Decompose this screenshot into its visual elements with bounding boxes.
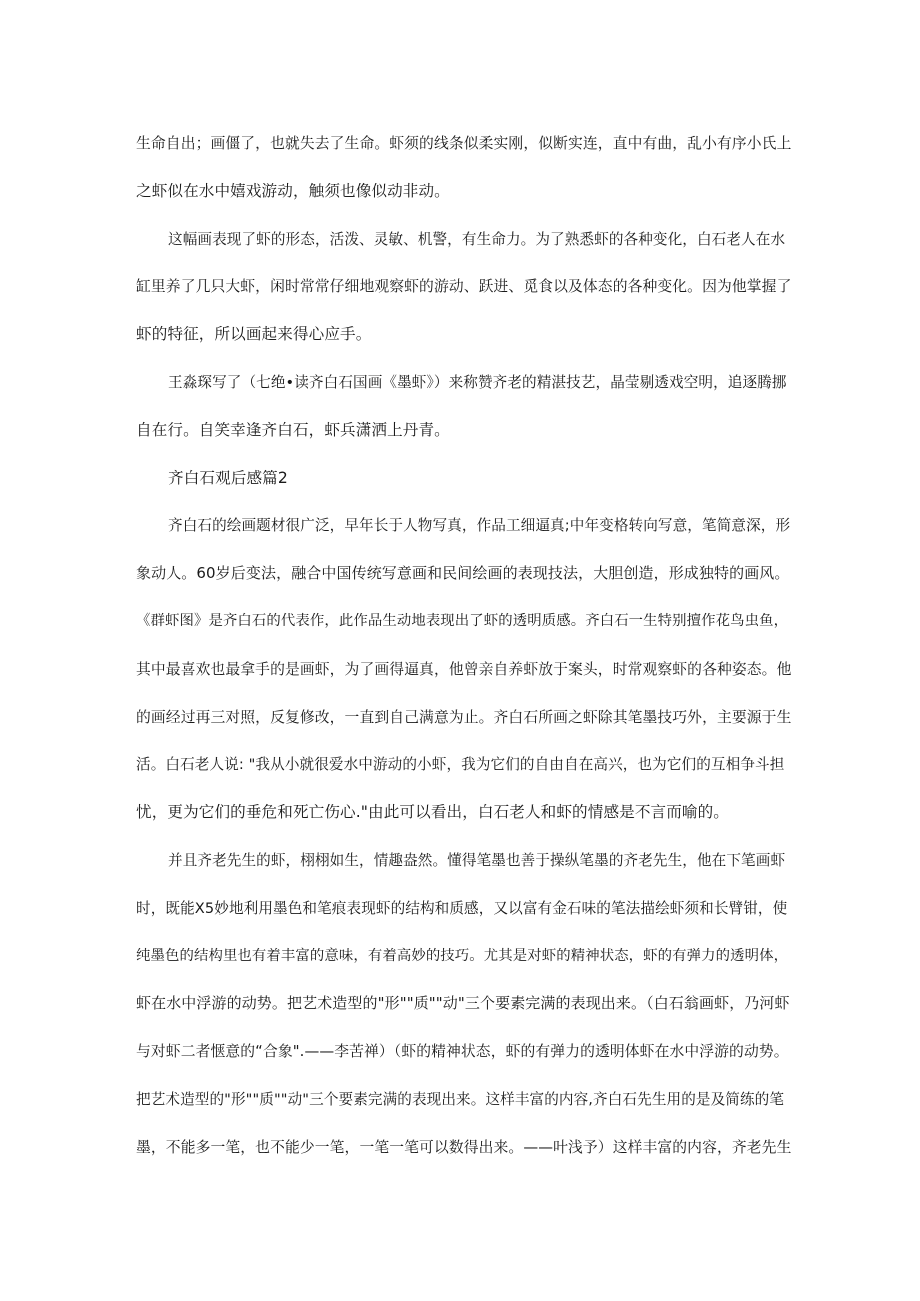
paragraph-start-line: 并且齐老先生的虾，栩栩如生，情趣盎然。懂得笔墨也善于操纵笔墨的齐老先生，他在下笔画虾 <box>168 851 786 869</box>
paragraph-start-line: 齐白石的绘画题材很广泛，早年长于人物写真，作品工细逼真;中年变格转向写意，笔简意深，形 <box>168 517 791 535</box>
text-line: 象动人。60岁后变法，融合中国传统写意画和民间绘画的表现技法，大胆创造，形成独特的画风。 <box>136 564 790 583</box>
text-line: 墨，不能多一笔，也不能少一笔，一笔一笔可以数得出来。——叶浅予）这样丰富的内容，齐老先生 <box>136 1138 792 1156</box>
text-line: 把艺术造型的"形""质""动"三个要素完满的表现出来。这样丰富的内容,齐白石先生用的是及简练的笔 <box>136 1090 785 1108</box>
text-line: 《群虾图》是齐白石的代表作，此作品生动地表现出了虾的透明质感。齐白石一生特别擅作花鸟虫鱼， <box>136 612 789 629</box>
text-line: 纯墨色的结构里也有着丰富的意味，有着高妙的技巧。尤其是对虾的精神状态，虾的有弹力的透明体， <box>136 947 789 964</box>
text-line: 缸里养了几只大虾，闲时常常仔细地观察虾的游动、跃进、觅食以及体态的各种变化。因为他掌握了 <box>136 278 792 296</box>
text-line: 活。白石老人说: "我从小就很爱水中游动的小虾，我为它们的自由自在高兴，也为它们的互相争斗担 <box>136 756 785 774</box>
text-line: 与对虾二者惬意的“合象".——李苦禅）（虾的精神状态，虾的有弹力的透明体虾在水中浮游的动势。 <box>136 1043 789 1061</box>
text-line: 的画经过再三对照，反复修改，一直到自己满意为止。齐白石所画之虾除其笔墨技巧外，主要源于生 <box>136 708 792 726</box>
text-line: 忧，更为它们的垂危和死亡伤心."由此可以看出，白石老人和虾的情感是不言而喻的。 <box>136 803 729 822</box>
text-line: 之虾似在水中嬉戏游动，触须也像似动非动。 <box>136 181 450 200</box>
paragraph-start-line: 这幅画表现了虾的形态，活泼、灵敏、机警，有生命力。为了熟悉虾的各种变化，白石老人在水 <box>168 230 786 248</box>
body-text <box>136 120 792 1172</box>
text-line: 生命自出；画僵了，也就失去了生命。虾须的线条似柔实刚，似断实连，直中有曲，乱小有序小氏上 <box>136 135 792 152</box>
text-line: 自在行。自笑幸逢齐白石，虾兵潇洒上丹青。 <box>136 420 450 439</box>
text-line: 时，既能X5妙地利用墨色和笔痕表现虾的结构和质感，又以富有金石味的笔法描绘虾须和长臂钳，使 <box>136 899 788 917</box>
text-line: 虾的特征，所以画起来得心应手。 <box>136 325 372 344</box>
section-heading: 齐白石观后感篇2 <box>168 468 288 487</box>
paragraph-start-line: 王淼琛写了（七绝•读齐白石国画《墨虾》）来称赞齐老的精湛技艺，晶莹剔透戏空明，追逐腾挪 <box>168 373 787 391</box>
text-line: 虾在水中浮游的动势。把艺术造型的"形""质""动"三个要素完满的表现出来。（白石翁画虾，乃河虾 <box>136 994 790 1013</box>
text-line: 其中最喜欢也最拿手的是画虾，为了画得逼真，他曾亲自养虾放于案头，时常观察虾的各种姿态。他 <box>136 660 792 678</box>
